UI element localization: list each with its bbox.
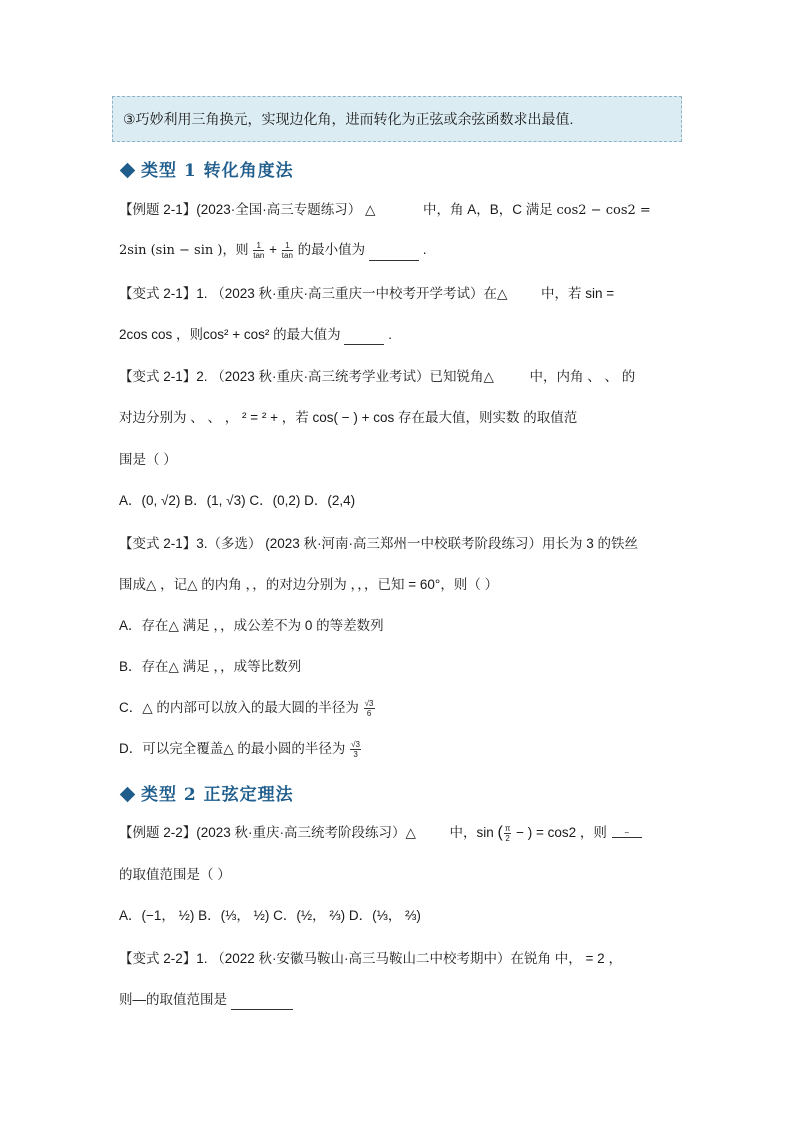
- fraction: $\frac{\pi}{2}$: [504, 823, 511, 843]
- var212-line3: 围是（ ）: [119, 452, 177, 467]
- fraction: $\frac{√3}{6}$: [364, 698, 374, 718]
- fraction: $\frac{1}{\tan}$: [253, 240, 265, 260]
- var212-line1: 【变式 2-1】2. （2023 秋·重庆·高三统考学业考试）已知锐角△ 中，内角 、 、 的: [119, 369, 636, 384]
- var213-optA: A．存在△ 满足 ，，成公差不为 0 的等差数列: [119, 618, 384, 633]
- ex22-line1: 【例题 2-2】(2023 秋·重庆·高三统考阶段练习）△ 中，sin ( $\frac{\pi}{2}$ − ) = cos2 ，则 −: [119, 823, 643, 843]
- tip-text: ③巧妙利用三角换元，实现边化角，进而转化为正弦或余弦函数求出最值.: [123, 111, 574, 127]
- fraction: $\frac{1}{\tan}$: [281, 240, 293, 260]
- var213-line2: 围成△ ，记△ 的内角 ，，的对边分别为 ，，，已知 = 60°，则（ ）: [119, 577, 499, 592]
- answer-blank[interactable]: [344, 328, 384, 345]
- var211-line1: 【变式 2-1】1. （2023 秋·重庆·高三重庆一中校考开学考试）在△ 中，若 sin =: [119, 286, 615, 301]
- diamond-icon: [120, 787, 136, 803]
- ex21-line1: 【例题 2-1】(2023·全国·高三专题练习） △ 中，角 A，B，C 满足 cos2 − cos2 =: [119, 202, 651, 218]
- var212-options: A．(0, √2) B．(1, √3) C．(0,2) D．(2,4): [119, 493, 356, 508]
- ex21-line2: 2sin (sin − sin )，则 $\frac{1}{\tan}$ + $\frac{1}{\tan}$ 的最小值为 .: [119, 240, 427, 260]
- var211-line2: 2cos cos ，则cos² + cos² 的最大值为 .: [119, 325, 392, 345]
- fraction: −: [612, 828, 642, 838]
- type2-heading: 类型 2 正弦定理法: [119, 780, 294, 805]
- fraction: $\frac{√3}{3}$: [351, 739, 360, 759]
- answer-blank[interactable]: [369, 244, 419, 261]
- ex22-line2: 的取值范围是（ ）: [119, 867, 231, 882]
- var213-optC: C．△ 的内部可以放入的最大圆的半径为 $\frac{√3}{6}$: [119, 698, 374, 718]
- var22-line1: 【变式 2-2】1. （2022 秋·安徽马鞍山·高三马鞍山二中校考期中）在锐角 中， = 2 ，: [119, 951, 622, 966]
- var22-line2: 则—的取值范围是: [119, 990, 293, 1010]
- type1-heading: 类型 1 转化角度法: [119, 156, 294, 181]
- var213-line1: 【变式 2-1】3.（多选） (2023 秋·河南·高三郑州一中校联考阶段练习）用长为 3 的铁丝: [119, 536, 639, 551]
- tip-box: [112, 96, 682, 142]
- ex22-options: A．(−1， ½) B．(⅓， ½) C．(½， ⅔) D．(⅓， ⅔): [119, 908, 421, 923]
- answer-blank[interactable]: [231, 993, 293, 1010]
- var213-optB: B．存在△ 满足 ，，成等比数列: [119, 659, 302, 674]
- var212-line2: 对边分别为 、 、 ， ² = ² + ，若 cos( − ) + cos 存在最大值，则实数 的取值范: [119, 410, 578, 425]
- diamond-icon: [120, 163, 136, 179]
- var213-optD: D．可以完全覆盖△ 的最小圆的半径为 $\frac{√3}{3}$: [119, 739, 360, 759]
